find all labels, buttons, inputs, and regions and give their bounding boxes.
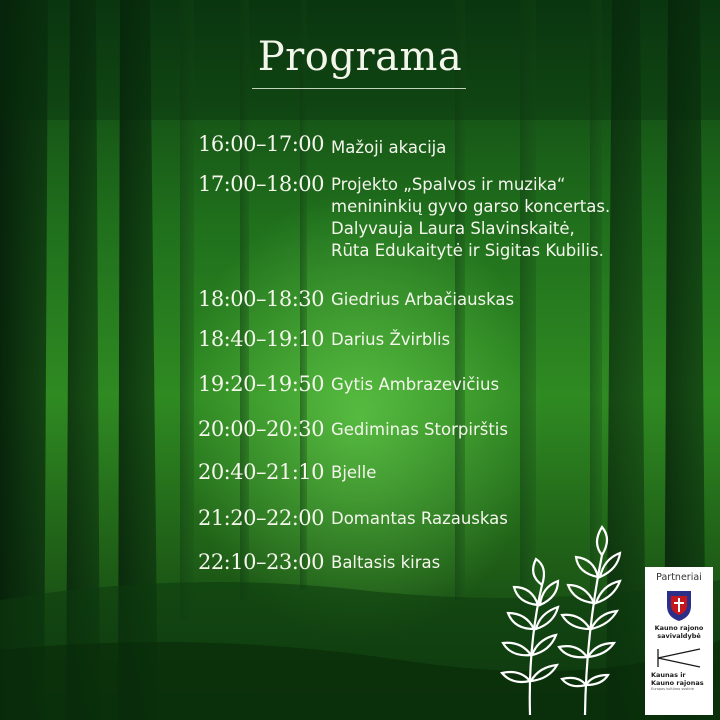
time-slot: 20:40–21:10	[197, 460, 324, 484]
performer: Bjelle	[331, 463, 377, 482]
time-slot: 18:00–18:30	[197, 287, 324, 311]
partners-title: Partneriai	[656, 572, 702, 583]
performer: Giedrius Arbačiauskas	[331, 290, 515, 309]
coat-of-arms-icon	[666, 590, 692, 622]
time-slot: 21:20–22:00	[197, 506, 324, 530]
partners-panel	[645, 567, 713, 715]
page-title: Programa	[257, 34, 463, 80]
time-slot: 22:10–23:00	[197, 550, 324, 574]
performer: Domantas Razauskas	[331, 509, 508, 528]
partner-org2-subtitle: Europos kultūros sostinė	[651, 687, 694, 691]
partner-org-name: Kauno rajono savivaldybė	[654, 624, 704, 640]
performer: Darius Žvirblis	[331, 330, 451, 349]
time-slot: 19:20–19:50	[197, 372, 324, 396]
performer: Mažoji akacija	[331, 138, 447, 157]
performer: Gediminas Storpirštis	[331, 420, 508, 439]
title-underline	[252, 88, 466, 89]
time-slot: 20:00–20:30	[197, 417, 324, 441]
performer: Projekto „Spalvos ir muzika“ menininkių gyvo garso koncertas. Dalyvauja Laura Slavinskaitė, Rūta Edukaitytė ir Sigitas Kubilis.	[331, 175, 611, 260]
time-slot: 18:40–19:10	[197, 327, 324, 351]
performer: Gytis Ambrazevičius	[331, 375, 500, 394]
performer: Baltasis kiras	[331, 553, 441, 572]
leaf-sprig-icon	[490, 525, 640, 715]
kaunas-logo-icon	[656, 648, 702, 668]
time-slot: 17:00–18:00	[197, 172, 324, 196]
time-slot: 16:00–17:00	[197, 132, 324, 156]
partner-org2-name: Kaunas ir Kauno rajonas	[651, 671, 704, 687]
